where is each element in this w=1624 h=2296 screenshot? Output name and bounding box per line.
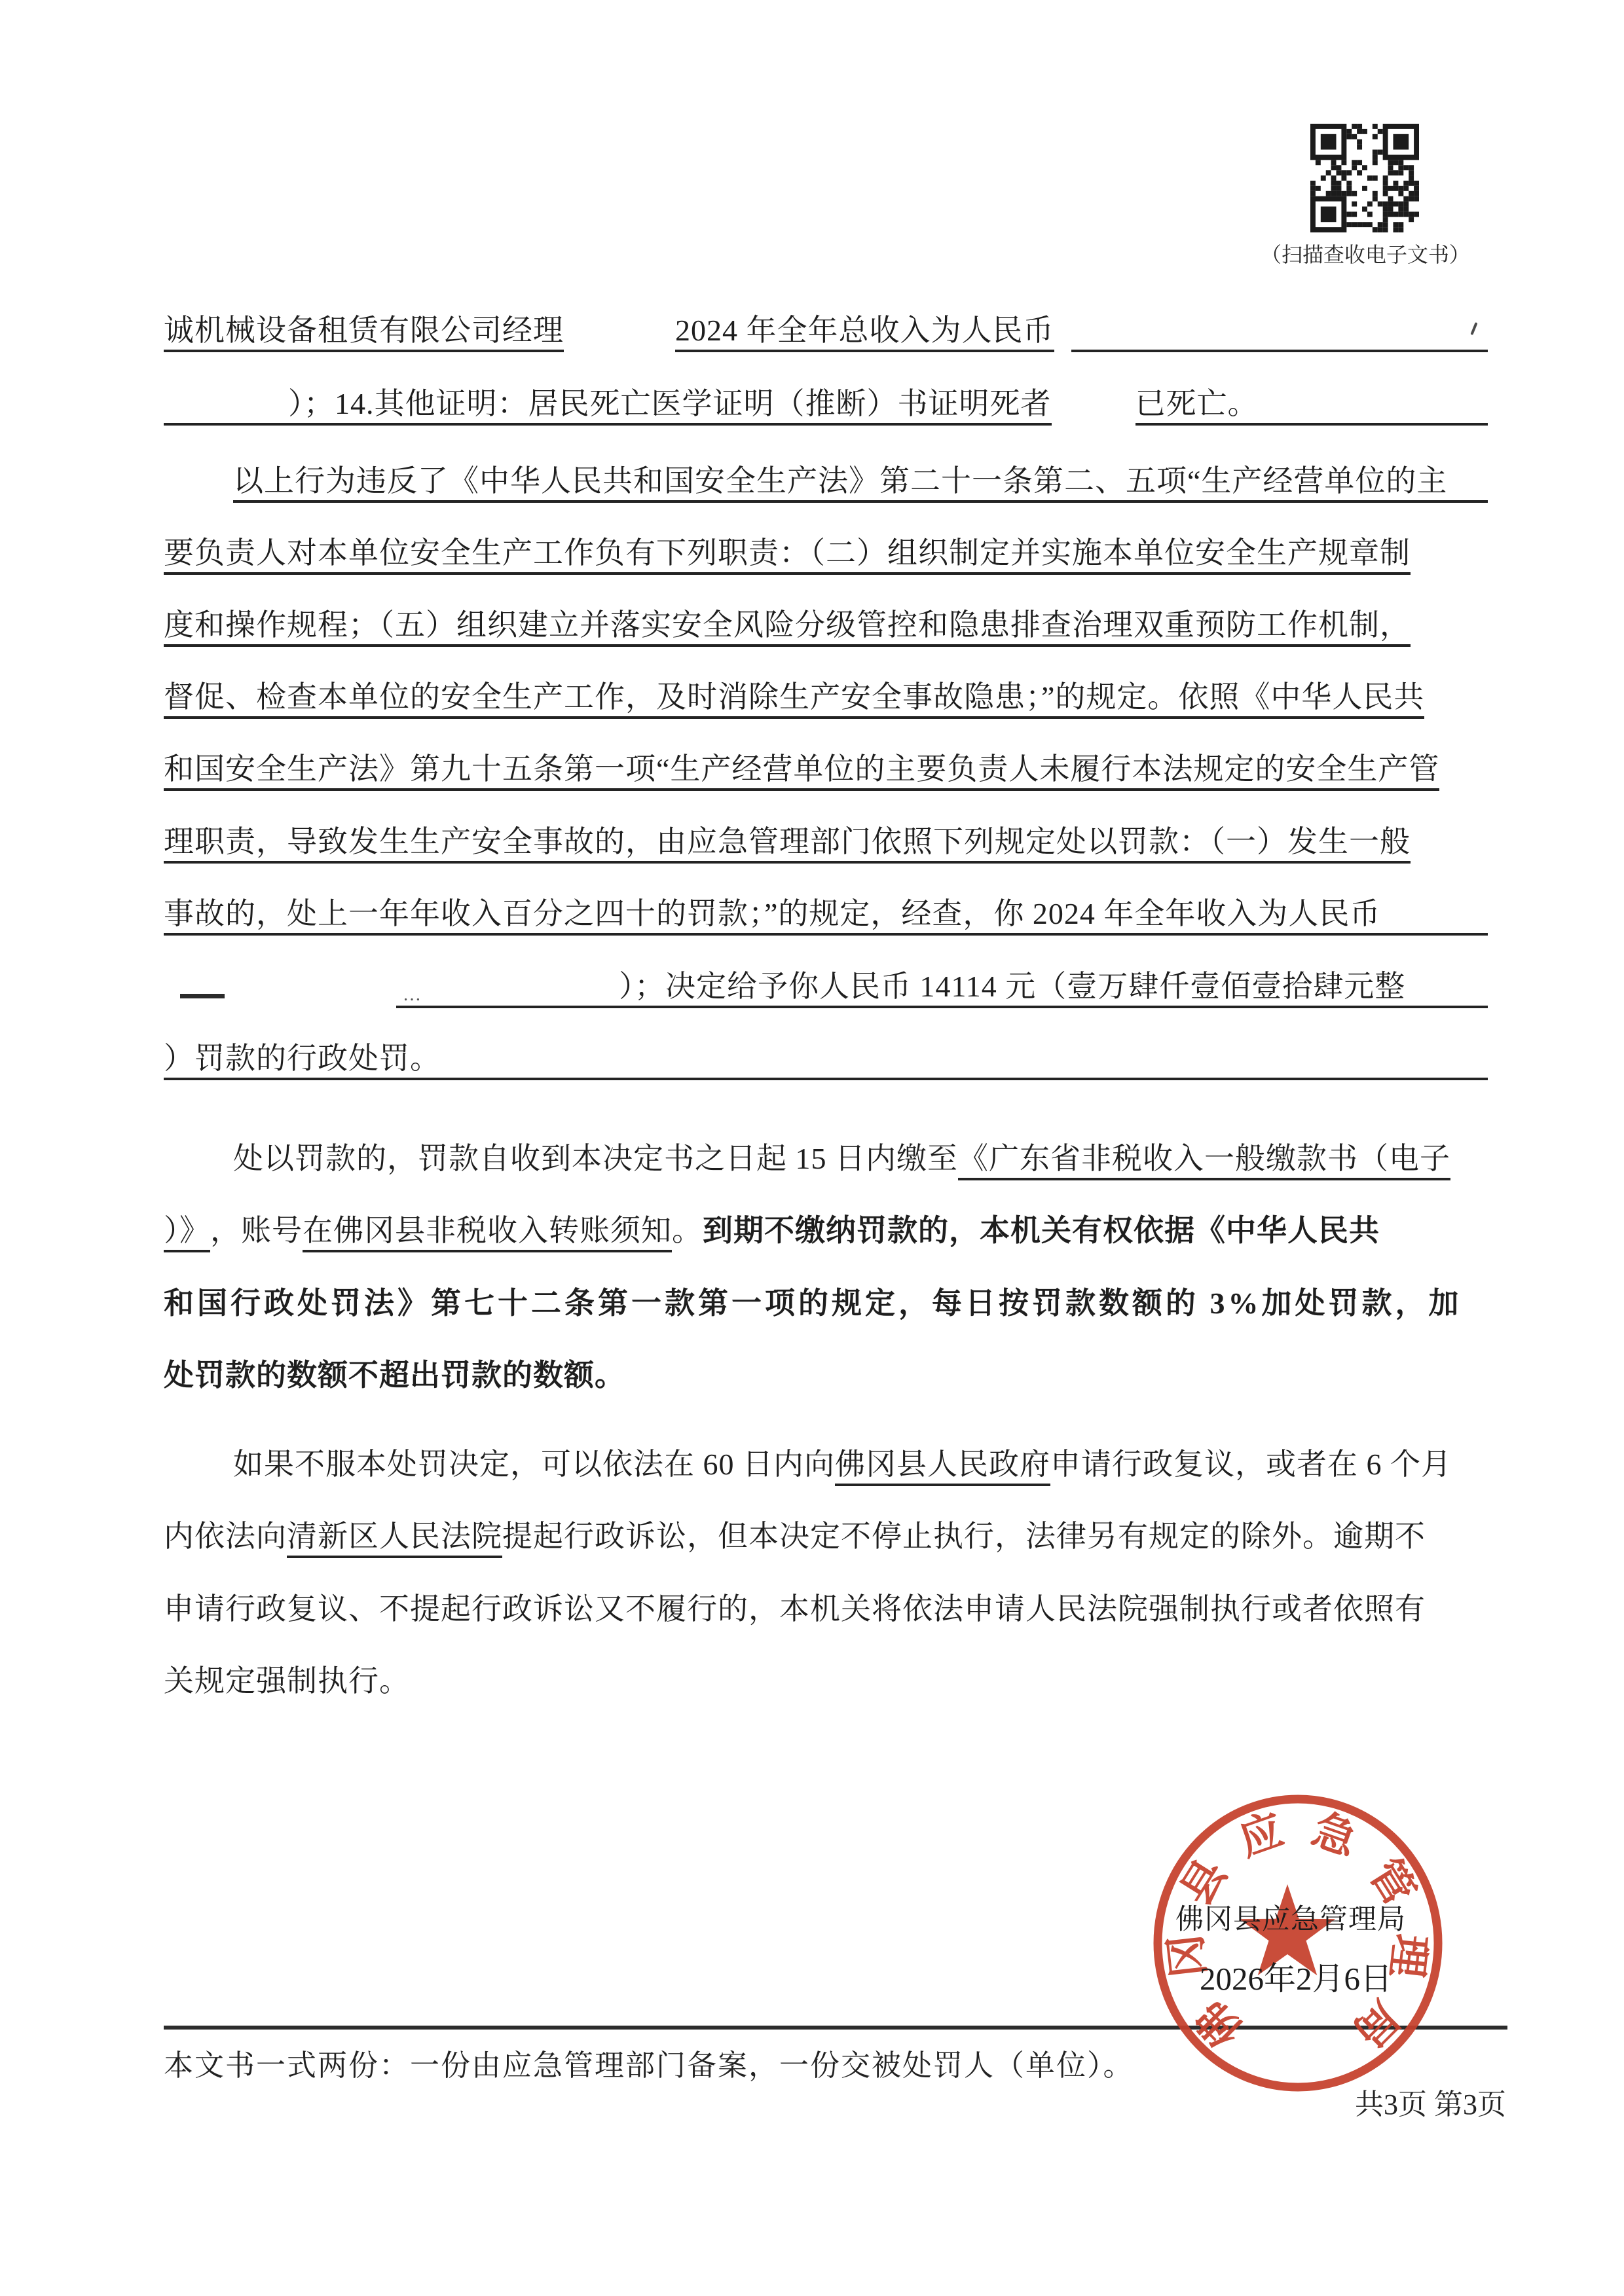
text-line [164, 1285, 1488, 1325]
underlined-text-segment: 2024 年全年总收入为人民币 [675, 312, 1054, 352]
blank-field [1071, 350, 1488, 352]
text-segment: 提起行政诉讼，但本决定不停止执行，法律另有规定的除外。逾期不 [502, 1520, 1426, 1553]
text-segment: 和国行政处罚法》第七十二条第一款第一项的规定，每日按罚款数额的 3%加处罚款，加 [164, 1286, 1462, 1320]
text-line [164, 750, 1488, 791]
underlined-text-segment: ）；决定给予你人民币 14114 元（壹万肆仟壹佰壹拾肆元整 [619, 968, 1405, 1008]
underlined-text-segment: 佛冈县人民政府 [835, 1446, 1050, 1486]
seal-ring-char: 佛 [1187, 1991, 1252, 2056]
underlined-text-segment: ）；14.其他证明：居民死亡医学证明（推断）书证明死者 [288, 386, 1052, 426]
seal-ring-char: 管 [1359, 1851, 1424, 1914]
qr-code [1310, 124, 1419, 232]
text-line [164, 1212, 1488, 1252]
text-line [164, 1040, 1488, 1080]
spacer [1052, 425, 1135, 426]
seal-date-text: 2026年2月6日 [1200, 1961, 1393, 1997]
seal-ring-char: 应 [1232, 1806, 1290, 1866]
text-line [164, 312, 1488, 352]
seal-ring-char: 县 [1172, 1851, 1236, 1914]
blank-field [164, 401, 288, 426]
underlined-text-segment: 《广东省非税收入一般缴款书（电子 [958, 1140, 1450, 1180]
underlined-text-segment: 度和操作规程；（五）组织建立并落实安全风险分级管控和隐患排查治理双重预防工作机制， [164, 607, 1411, 647]
text-segment: 处以罚款的，罚款自收到本决定书之日起 15 日内缴至 [233, 1142, 958, 1175]
text-line [164, 895, 1488, 936]
text-segment: 内依法向 [164, 1520, 287, 1553]
text-line [164, 678, 1488, 719]
underlined-text-segment: 清新区人民法院 [287, 1518, 502, 1558]
text-line [164, 1590, 1488, 1631]
blank-field [1259, 423, 1488, 426]
blank-field: … [396, 983, 619, 1008]
qr-caption: （扫描查收电子文书） [1261, 243, 1471, 266]
page-indicator: 共3页 第3页 [1355, 2088, 1506, 2121]
blank-field [441, 1078, 1488, 1080]
underlined-text-segment: ）罚款的行政处罚。 [164, 1040, 441, 1080]
underlined-text-segment: 已死亡。 [1135, 386, 1259, 426]
blank-field [1447, 500, 1488, 503]
underlined-text-segment: 事故的，处上一年年收入百分之四十的罚款；”的规定，经查，你 2024 年全年收入为人民币 [164, 896, 1380, 936]
underlined-text-segment: 督促、检查本单位的安全生产工作，及时消除生产安全事故隐患；”的规定。依照《中华人民共 [164, 679, 1424, 719]
spacer [164, 502, 233, 503]
text-line [164, 1518, 1488, 1558]
text-segment: 关规定强制执行。 [164, 1664, 410, 1698]
footer-note: 本文书一式两份：一份由应急管理部门备案，一份交被处罚人（单位）。 [164, 2049, 1134, 2082]
text-line [164, 534, 1488, 575]
text-segment: 申请行政复议、不提起行政诉讼又不履行的，本机关将依法申请人民法院强制执行或者依照有 [164, 1592, 1426, 1626]
underlined-text-segment: 在佛冈县非税收入转账须知 [303, 1212, 672, 1252]
text-segment: ，账号 [210, 1214, 303, 1247]
text-line [164, 462, 1488, 503]
underlined-text-segment: 和国安全生产法》第九十五条第一项“生产经营单位的主要负责人未履行本法规定的安全生产管 [164, 751, 1439, 791]
text-line [164, 823, 1488, 864]
text-line [164, 1357, 1488, 1397]
seal-ring-char: 理 [1381, 1931, 1434, 1980]
underlined-text-segment: ）》 [164, 1212, 210, 1252]
redaction-dash [180, 994, 225, 998]
underlined-text-segment: 诚机械设备租赁有限公司经理 [164, 312, 564, 352]
seal-ring-char: 局 [1344, 1991, 1409, 2056]
seal-ring-char: 冈 [1162, 1931, 1215, 1980]
official-seal [1150, 1791, 1446, 2094]
text-line [164, 1446, 1488, 1486]
text-segment: 。 [672, 1214, 703, 1247]
blank-field [1380, 933, 1488, 936]
underlined-text-segment: 以上行为违反了《中华人民共和国安全生产法》第二十一条第二、五项“生产经营单位的主 [233, 463, 1447, 503]
underlined-text-segment: 理职责，导致发生生产安全事故的，由应急管理部门依照下列规定处以罚款：（一）发生一般 [164, 824, 1411, 864]
blank-field [1405, 1006, 1488, 1008]
text-segment: 处罚款的数额不超出罚款的数额。 [164, 1358, 625, 1392]
text-segment: 申请行政复议，或者在 6 个月 [1050, 1448, 1452, 1481]
text-line [164, 1662, 1488, 1703]
underlined-text-segment: 要负责人对本单位安全生产工作负有下列职责：（二）组织制定并实施本单位安全生产规章制 [164, 535, 1411, 575]
text-line [164, 385, 1488, 426]
text-line [164, 1140, 1488, 1180]
text-line [164, 606, 1488, 647]
seal-authority-text: 佛冈县应急管理局 [1175, 1904, 1406, 1935]
text-line [164, 968, 1488, 1008]
qr-code-image [1310, 124, 1419, 232]
text-segment: 到期不缴纳罚款的，本机关有权依据《中华人民共 [703, 1214, 1380, 1247]
text-segment: 如果不服本处罚决定，可以依法在 60 日内向 [233, 1448, 835, 1481]
spacer [164, 1485, 233, 1486]
seal-ring-char: 急 [1306, 1806, 1363, 1866]
